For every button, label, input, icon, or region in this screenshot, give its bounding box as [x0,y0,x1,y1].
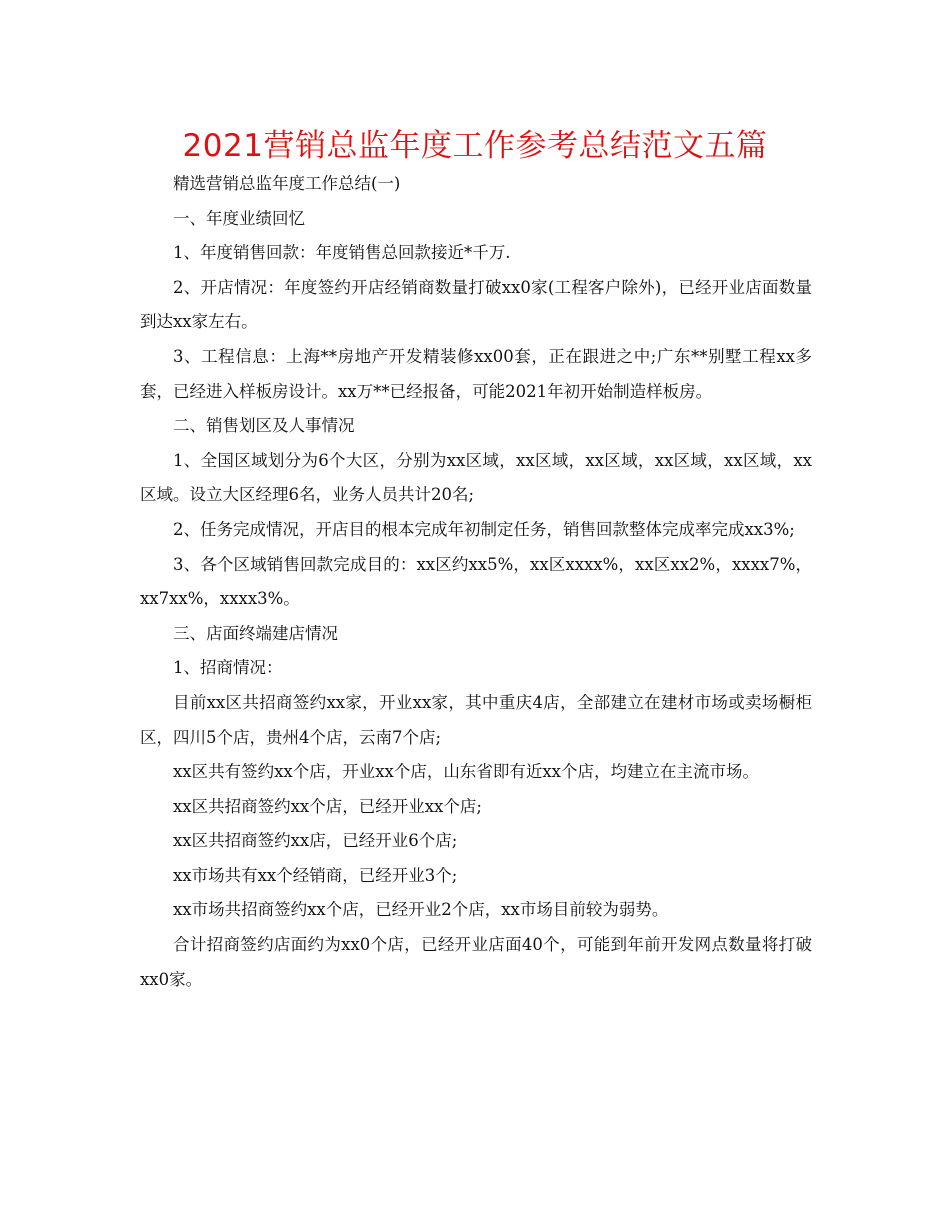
paragraph: xx市场共有xx个经销商，已经开业3个; [173,865,458,885]
paragraph: xx区共有签约xx个店，开业xx个店，山东省即有近xx个店，均建立在主流市场。 [173,762,759,782]
document-title: 2021营销总监年度工作参考总结范文五篇 [182,128,768,164]
paragraph: 目前xx区共招商签约xx家，开业xx家，其中重庆4店，全部建立在建材市场或卖场橱柜区，四川5个店，贵州4个店，云南7个店; [140,692,812,747]
paragraph: 2、任务完成情况，开店目的根本完成年初制定任务，销售回款整体完成率完成xx3%; [173,519,795,539]
paragraph: 1、招商情况： [173,658,283,678]
paragraph: xx区共招商签约xx个店，已经开业xx个店; [173,796,482,816]
paragraph-heading-2: 二、销售划区及人事情况 [173,416,355,436]
document-body [140,167,812,997]
paragraph: 2、开店情况：年度签约开店经销商数量打破xx0家(工程客户除外)，已经开业店面数量到达xx家左右。 [140,277,812,332]
paragraph: 3、工程信息：上海**房地产开发精装修xx00套，正在跟进之中;广东**别墅工程xx多套，已经进入样板房设计。xx万**已经报备，可能2021年初开始制造样板房。 [140,346,812,401]
paragraph-heading-1: 一、年度业绩回忆 [173,208,305,228]
paragraph: 3、各个区域销售回款完成目的：xx区约xx5%，xx区xxxx%，xx区xx2%，xxxx7%，xx7xx%，xxxx3%。 [140,554,812,609]
paragraph-section-heading: 精选营销总监年度工作总结(一) [173,174,401,193]
paragraph: 1、年度销售回款：年度销售总回款接近*千万. [173,243,511,263]
paragraph-heading-3: 三、店面终端建店情况 [173,623,338,643]
paragraph: xx市场共招商签约xx个店，已经开业2个店，xx市场目前较为弱势。 [173,900,669,920]
paragraph: xx区共招商签约xx店，已经开业6个店; [173,831,458,851]
paragraph: 合计招商签约店面约为xx0个店，已经开业店面40个，可能到年前开发网点数量将打破xx0家。 [140,935,812,989]
paragraph: 1、全国区域划分为6个大区，分别为xx区域，xx区域，xx区域，xx区域，xx区域，xx区域。设立大区经理6名，业务人员共计20名; [140,450,812,505]
